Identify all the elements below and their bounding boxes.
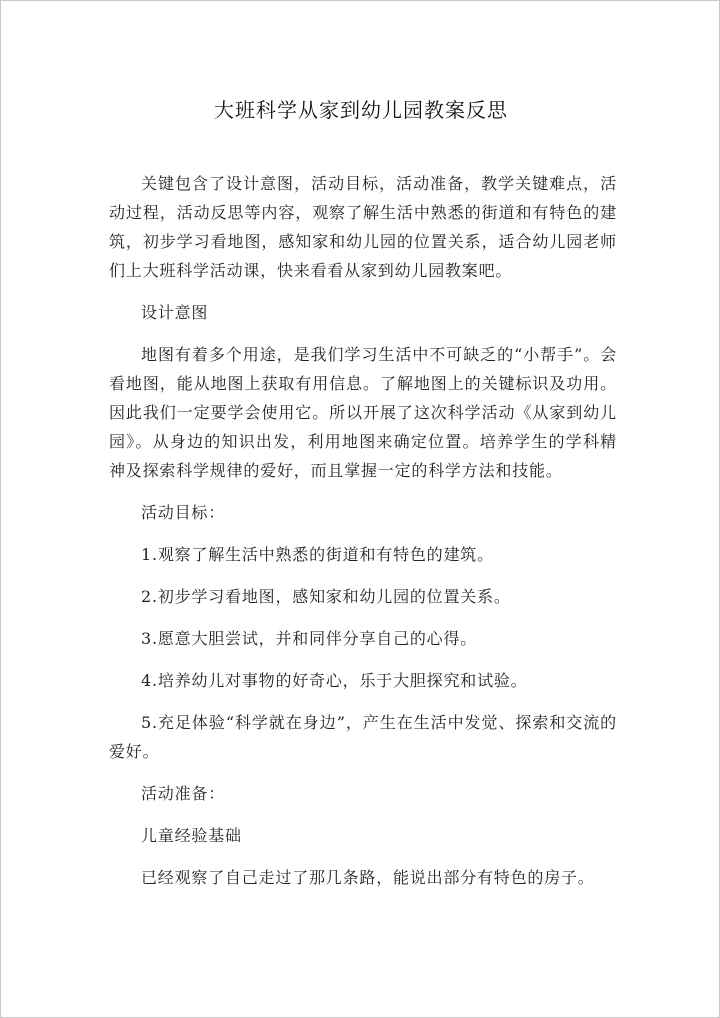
design-intent-paragraph: 地图有着多个用途，是我们学习生活中不可缺乏的“小帮手”。会看地图，能从地图上获取有用信息。了解地图上的关键标识及功用。因此我们一定要学会使用它。所以开展了这次科学活动《从家到幼儿园》。从身边的知识出发，利用地图来确定位置。培养学生的学科精神及探索科学规律的爱好，而且掌握一定的科学方法和技能。 — [109, 345, 617, 480]
goal-item-1: 1.观察了解生活中熟悉的街道和有特色的建筑。 — [141, 545, 494, 564]
child-experience-paragraph: 已经观察了自己走过了那几条路，能说出部分有特色的房子。 — [141, 868, 595, 887]
goal-item-3: 3.愿意大胆尝试，并和同伴分享自己的心得。 — [141, 629, 478, 648]
section-heading-activity-preparation: 活动准备： — [141, 784, 226, 803]
goal-item-2: 2.初步学习看地图，感知家和幼儿园的位置关系。 — [141, 587, 511, 606]
goal-item-5: 5.充足体验“科学就在身边”，产生在生活中发觉、探索和交流的爱好。 — [109, 713, 617, 761]
document-title: 大班科学从家到幼儿园教案反思 — [214, 98, 508, 122]
section-heading-design-intent: 设计意图 — [141, 303, 209, 322]
intro-paragraph: 关键包含了设计意图，活动目标，活动准备，教学关键难点，活动过程，活动反思等内容，观察了解生活中熟悉的街道和有特色的建筑，初步学习看地图，感知家和幼儿园的位置关系，适合幼儿园老师们上大班科学活动课，快来看看从家到幼儿园教案吧。 — [109, 174, 617, 280]
subheading-child-experience: 儿童经验基础 — [141, 826, 242, 845]
section-heading-activity-goals: 活动目标： — [141, 503, 226, 522]
goal-item-4: 4.培养幼儿对事物的好奇心，乐于大胆探究和试验。 — [141, 671, 528, 690]
document-body — [109, 169, 617, 905]
